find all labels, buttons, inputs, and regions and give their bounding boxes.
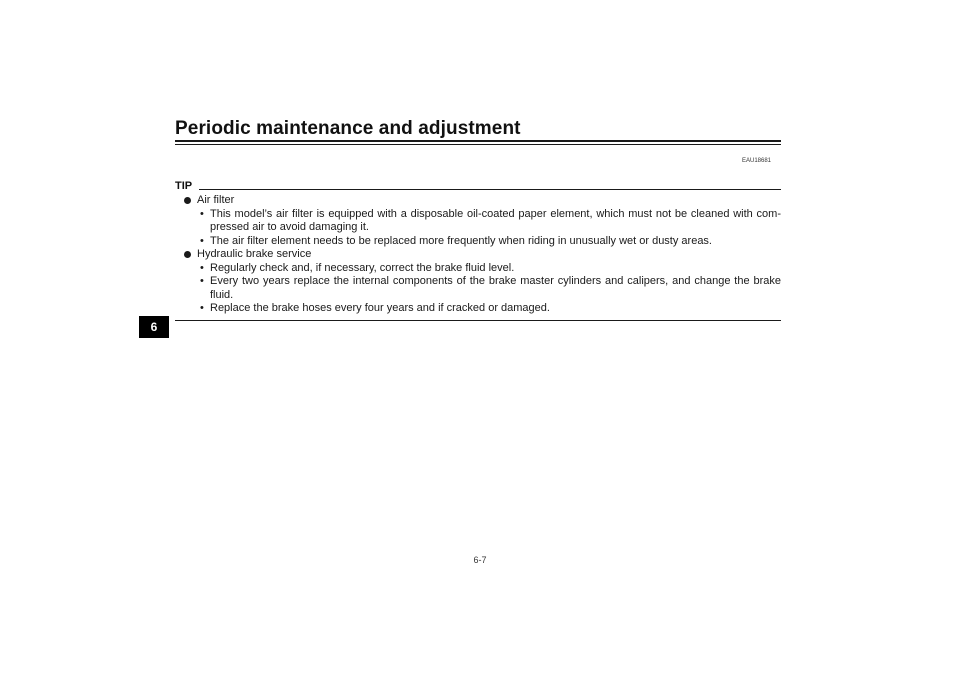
tip-section-hydraulic-brake	[183, 248, 781, 316]
bullet-icon: •	[200, 261, 204, 274]
list-item	[183, 262, 781, 276]
bullet-icon: •	[200, 207, 204, 220]
tip-bottom-rule	[175, 320, 781, 321]
tip-section-air-filter	[183, 194, 781, 248]
list-item	[183, 208, 781, 235]
bullet-icon: •	[200, 302, 204, 314]
list-item-text: This model’s air filter is equipped with a disposable oil-coated paper element, which must not be cleaned with com-pressed air to avoid damaging it.	[210, 207, 781, 233]
filled-circle-bullet-icon	[184, 197, 191, 204]
list-item	[183, 235, 781, 249]
tip-label: TIP	[175, 180, 193, 192]
tip-content	[183, 194, 781, 316]
list-item-text: Every two years replace the internal components of the brake master cylinders and calipers, and change the brake fluid.	[210, 275, 781, 301]
list-item	[183, 302, 781, 316]
bullet-icon: •	[200, 275, 204, 287]
list-item-text: Replace the brake hoses every four years and if cracked or damaged.	[210, 302, 550, 314]
tip-top-rule	[199, 189, 781, 190]
page-number: 6-7	[473, 555, 487, 565]
section-heading	[183, 194, 781, 208]
reference-code: EAU18681	[742, 158, 772, 164]
chapter-tab: 6	[139, 316, 169, 338]
page-title: Periodic maintenance and adjustment	[175, 118, 521, 139]
bullet-icon: •	[200, 234, 204, 247]
section-heading-text: Air filter	[197, 194, 235, 206]
title-rule-thin	[175, 144, 781, 145]
list-item-text: Regularly check and, if necessary, correct the brake fluid level.	[210, 261, 515, 274]
list-item	[183, 275, 781, 302]
section-heading	[183, 248, 781, 262]
filled-circle-bullet-icon	[184, 251, 191, 258]
sub-list	[183, 208, 781, 249]
sub-list	[183, 262, 781, 316]
section-heading-text: Hydraulic brake service	[197, 248, 312, 260]
list-item-text: The air filter element needs to be replaced more frequently when riding in unusually wet or dusty areas.	[210, 234, 712, 247]
title-rule-thick	[175, 140, 781, 142]
